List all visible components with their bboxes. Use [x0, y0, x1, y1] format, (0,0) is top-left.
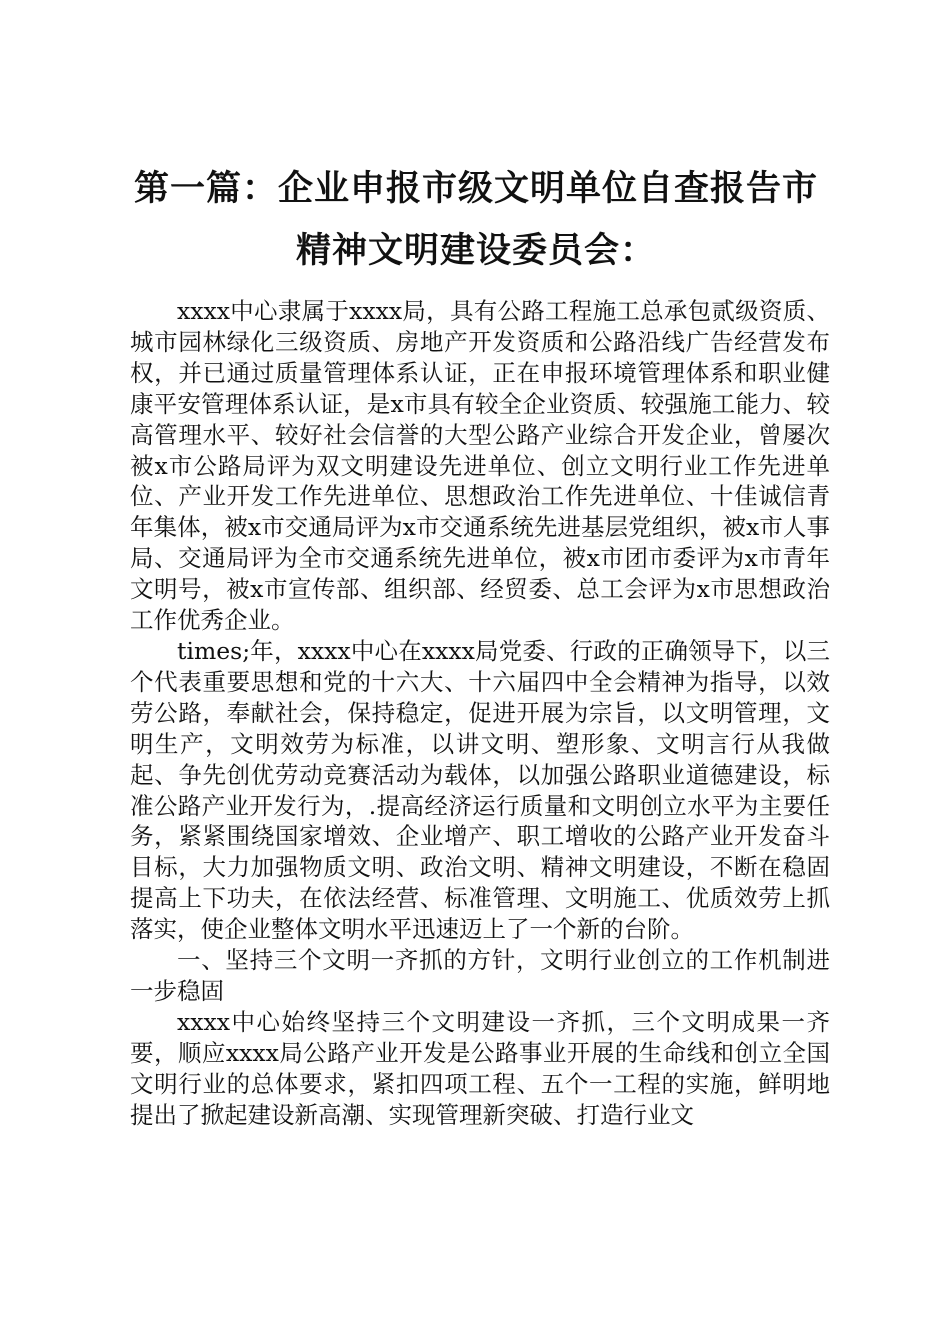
paragraph-section-1: xxxx中心始终坚持三个文明建设一齐抓，三个文明成果一齐要，顺应xxxx局公路产业开发是公路事业开展的生命线和创立全国文明行业的总体要求，紧扣四项工程、五个一工程的实施，鲜明地提出了掀起建设新高潮、实现管理新突破、打造行业文 — [130, 1007, 830, 1129]
document-title: 第一篇：企业申报市级文明单位自查报告市精神文明建设委员会： — [133, 169, 818, 271]
document-body — [130, 296, 830, 1130]
paragraph-overview: times;年，xxxx中心在xxxx局党委、行政的正确领导下，以三个代表重要思想和党的十六大、十六届四中全会精神为指导，以效劳公路，奉献社会，保持稳定，促进开展为宗旨，以文明管理，文明生产，文明效劳为标准，以讲文明、塑形象、文明言行从我做起、争先创优劳动竞赛活动为载体，以加强公路职业道德建设，标准公路产业开发行为，.提高经济运行质量和文明创立水平为主要任务，紧紧围绕国家增效、企业增产、职工增收的公路产业开发奋斗目标，大力加强物质文明、政治文明、精神文明建设，不断在稳固提高上下功夫，在依法经营、标准管理、文明施工、优质效劳上抓落实，使企业整体文明水平迅速迈上了一个新的台阶。 — [130, 636, 830, 944]
section-heading-1: 一、坚持三个文明一齐抓的方针，文明行业创立的工作机制进一步稳固 — [130, 946, 830, 1005]
paragraph-intro: xxxx中心隶属于xxxx局，具有公路工程施工总承包贰级资质、城市园林绿化三级资质、房地产开发资质和公路沿线广告经营发布权，并已通过质量管理体系认证，正在申报环境管理体系和职业健康平安管理体系认证，是x市具有较全企业资质、较强施工能力、较高管理水平、较好社会信誉的大型公路产业综合开发企业，曾屡次被x市公路局评为双文明建设先进单位、创立文明行业工作先进单位、产业开发工作先进单位、思想政治工作先进单位、十佳诚信青年集体，被x市交通局评为x市交通系统先进基层党组织，被x市人事局、交通局评为全市交通系统先进单位，被x市团市委评为x市青年文明号，被x市宣传部、组织部、经贸委、总工会评为x市思想政治工作优秀企业。 — [130, 297, 830, 635]
